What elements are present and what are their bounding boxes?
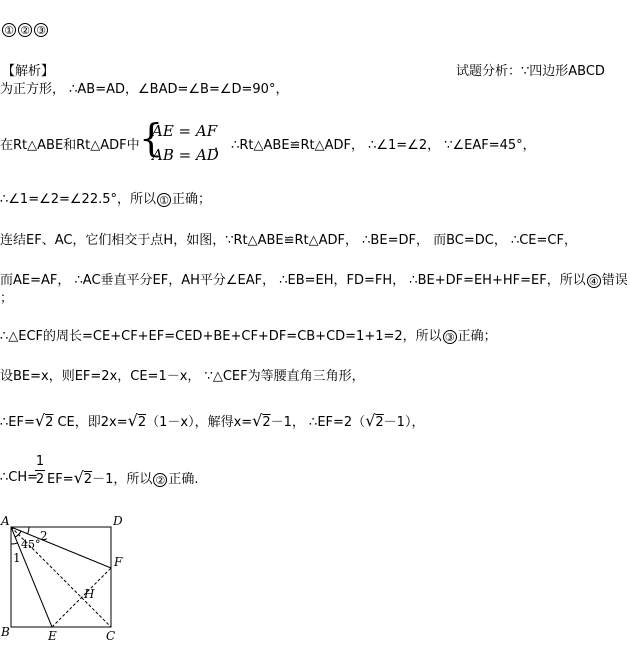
analysis-intro: 试题分析：∵四边形ABCD: [456, 64, 605, 79]
fraction-bar: [35, 470, 45, 471]
sqrt-symbol: √: [73, 468, 84, 487]
label-f: F: [114, 555, 123, 569]
line-8-d: －1， ∴EF=2（: [270, 415, 366, 430]
solution-line-5b: ；: [0, 291, 14, 306]
equation-top: AE = AF: [152, 122, 218, 140]
sqrt-radicand: 2: [137, 415, 147, 430]
conclusion-circle-1: ①: [157, 193, 171, 207]
fraction-numerator: 1: [35, 454, 45, 469]
solution-line-2-suffix: ， ∴Rt△ABE≌Rt△ADF， ∴∠1=∠2， ∵∠EAF=45°，: [214, 138, 536, 153]
label-a: A: [1, 514, 10, 528]
solution-line-4: 连结EF、AC，它们相交于点H，如图，∵Rt△ABE≌Rt△ADF， ∴BE=DF， 而BC=DC， ∴CE=CF，: [0, 233, 577, 248]
line-8-e: －1），: [383, 415, 425, 430]
line-9-tail: 正确.: [168, 472, 199, 487]
equation-bottom: AB = AD: [152, 146, 219, 164]
sqrt-radicand: 2: [83, 472, 93, 487]
sqrt-radicand: 2: [262, 415, 271, 430]
conclusion-circle-3: ③: [443, 330, 457, 344]
solution-line-3: [0, 192, 211, 208]
answer-line: [1, 22, 49, 38]
sqrt-radicand: 2: [45, 415, 54, 430]
label-h: H: [84, 587, 95, 601]
line-9-c: －1，所以: [92, 472, 153, 487]
solution-line-7: 设BE=x，则EF=2x，CE=1－x， ∵△CEF为等腰直角三角形，: [0, 369, 365, 384]
label-c: C: [106, 629, 116, 643]
sqrt-symbol: √: [34, 411, 46, 430]
line-9-a: ∴CH=: [0, 470, 39, 485]
sqrt-radicand: 2: [375, 415, 384, 430]
solution-line-5: [0, 273, 628, 289]
label-angle-1: 1: [13, 551, 21, 565]
answer-circle-3: ③: [34, 23, 48, 37]
fraction-denominator: 2: [35, 472, 45, 487]
line-8-a: ∴EF=: [0, 415, 35, 430]
line-6-text: ∴△ECF的周长=CE+CF+EF=CED+BE+CF+DF=CB+CD=1+1=2，所以: [0, 329, 442, 344]
conclusion-circle-4: ④: [587, 274, 601, 288]
line-9-rest: [47, 470, 199, 488]
line-8-c: （1－x），解得x=: [146, 415, 253, 430]
line-5-tail: 错误: [601, 273, 628, 288]
sqrt-symbol: √: [127, 411, 138, 430]
line-6-tail: 正确；: [457, 329, 497, 344]
fraction-half: [35, 454, 45, 487]
label-d: D: [113, 514, 123, 528]
conclusion-circle-2: ②: [153, 473, 167, 487]
line-8-b: CE，即2x=: [53, 415, 128, 430]
solution-line-1: 为正方形， ∴AB=AD，∠BAD=∠B=∠D=90°，: [0, 82, 289, 97]
label-e: E: [48, 629, 57, 643]
sqrt-symbol: √: [365, 411, 376, 430]
solution-line-8: [0, 413, 424, 431]
answer-circle-2: ②: [18, 23, 32, 37]
label-angle-2: 2: [40, 529, 48, 543]
sqrt-symbol: √: [252, 411, 263, 430]
label-b: B: [1, 625, 10, 639]
label-angle-45: 45°: [21, 538, 41, 551]
square-figure: [0, 512, 140, 652]
angle-arc-2: [28, 527, 29, 534]
line-9-b: EF=: [47, 472, 74, 487]
analysis-heading: 【解析】: [2, 64, 55, 79]
angle-arc-1: [11, 543, 18, 544]
line-5-text: 而AE=AF， ∴AC垂直平分EF，AH平分∠EAF， ∴EB=EH，FD=FH， ∴BE+DF=EH+HF=EF，所以: [0, 273, 586, 288]
line-3-text: ∴∠1=∠2=∠22.5°，所以: [0, 192, 157, 207]
answer-circle-1: ①: [2, 23, 16, 37]
line-3-tail: 正确；: [172, 192, 212, 207]
solution-line-2-prefix: 在Rt△ABE和Rt△ADF中: [0, 138, 140, 153]
solution-line-6: [0, 329, 497, 345]
equation-brace: {: [139, 116, 164, 160]
